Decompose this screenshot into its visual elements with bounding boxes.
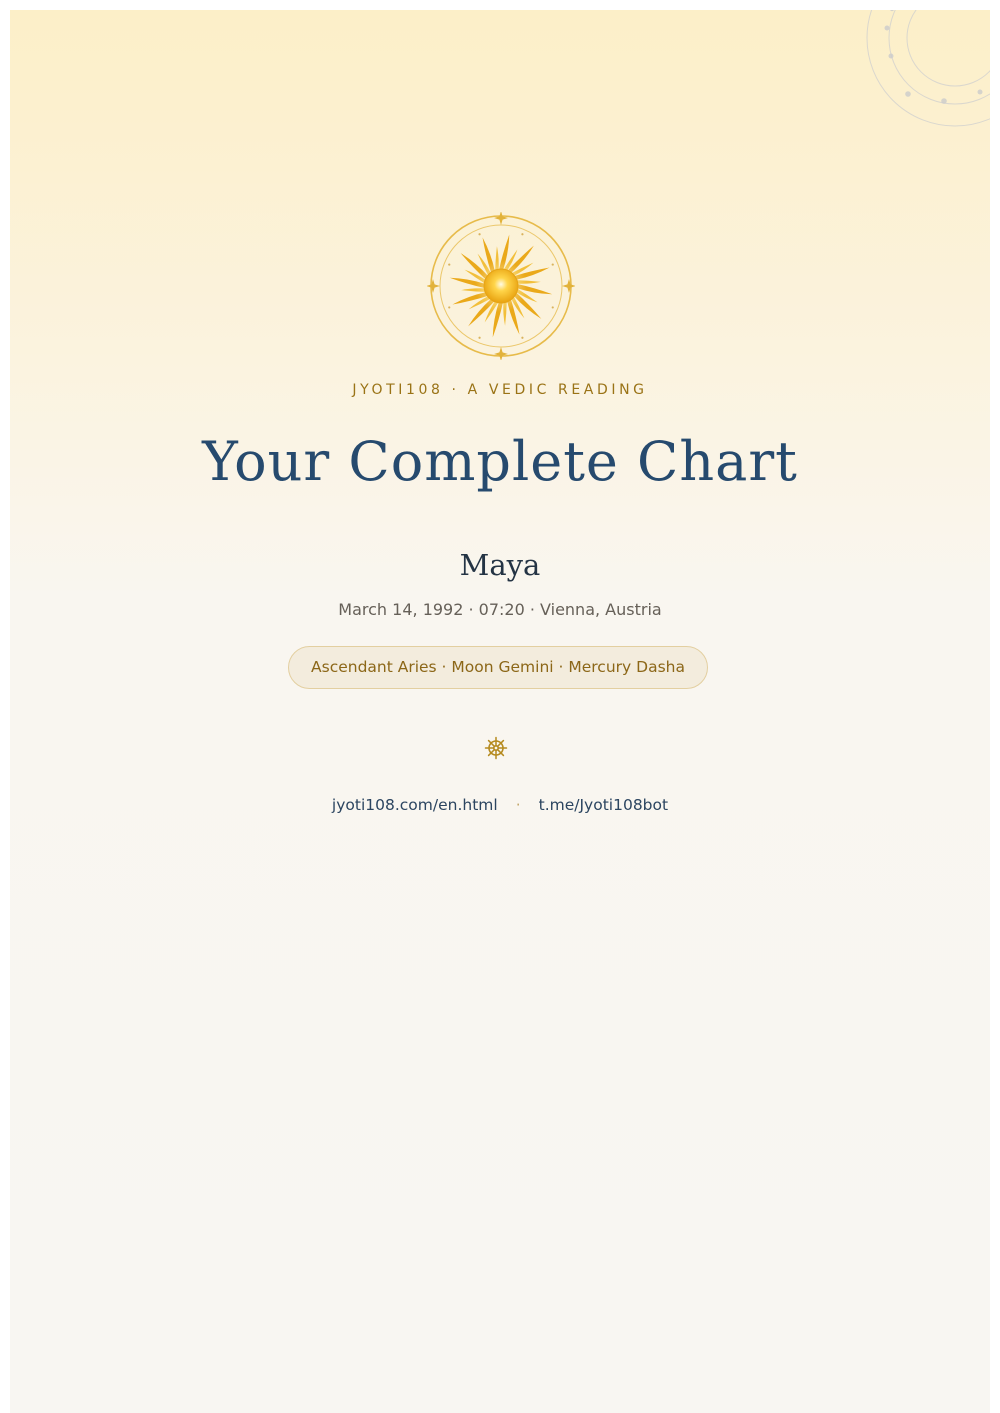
sparkle-mark [427,279,440,293]
person-name: Maya [459,548,541,582]
ring-dot [448,263,450,265]
ring-dot [478,233,480,235]
sun-emblem-icon [427,212,575,360]
dharma-wheel-icon [484,736,508,760]
ring-dot [448,306,450,308]
sparkle-mark [494,347,508,360]
ring-dot [552,263,554,265]
ring-dot [552,306,554,308]
sparkle-mark [494,212,508,225]
sparkle-mark [562,279,575,293]
reading-cover-page [10,10,990,1413]
ring-dot [478,337,480,339]
telegram-bot-link[interactable]: t.me/Jyoti108bot [538,796,669,814]
website-link[interactable]: jyoti108.com/en.html [331,796,498,814]
brand-eyebrow: JYOTI108 · A VEDIC READING [352,382,648,398]
ring-dot [521,233,523,235]
orbit-decoration-icon [860,10,990,138]
birth-details: March 14, 1992 · 07:20 · Vienna, Austria [338,600,662,619]
page-title: Your Complete Chart [202,430,798,493]
footer-links [10,796,990,814]
ring-dot [521,337,523,339]
chart-summary-badge: Ascendant Aries · Moon Gemini · Mercury Dasha [288,646,708,689]
link-separator: · [515,796,521,814]
